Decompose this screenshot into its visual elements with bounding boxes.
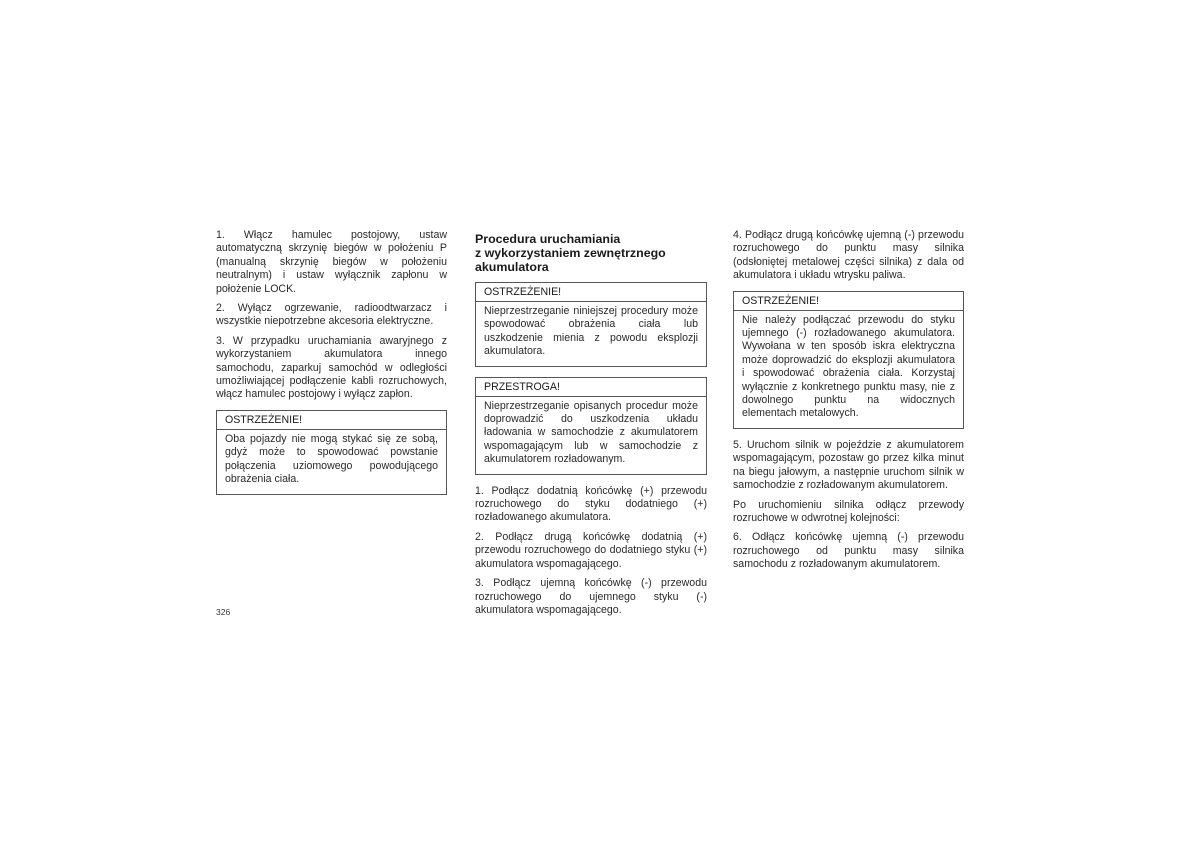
step-2: 2. Wyłącz ogrzewanie, radioodtwarzacz i wszystkie niepotrzebne akcesoria elektryczne. <box>216 302 447 328</box>
column-middle <box>475 229 707 623</box>
connect-step-3: 3. Podłącz ujemną końcówkę (-) przewodu rozruchowego do ujemnego styku (-) akumulatora wspomagającego. <box>475 577 707 616</box>
section-title-line-2: z wykorzystaniem zewnętrznego <box>475 246 666 260</box>
disconnect-intro: Po uruchomieniu silnika odłącz przewody rozruchowe w odwrotnej kolejności: <box>733 498 964 524</box>
warning-box-negative-terminal <box>733 291 964 429</box>
connect-step-2: 2. Podłącz drugą końcówkę dodatnią (+) przewodu rozruchowego do dodatniego styku (+) akumulatora wspomagającego. <box>475 530 707 570</box>
warning-text: Nie należy podłączać przewodu do styku ujemnego (-) rozładowanego akumulatora. Wywołana w ten sposób iskra elektryczna może doprowadzić do eksplozji akumulatora i spowodować obrażenia ciała. Korzystaj wyłącznie z konkretnego punktu masy, nie z dowolnego punktu na widocznych elementach metalowych. <box>742 313 955 420</box>
step-3: 3. W przypadku uruchamiania awaryjnego z wykorzystaniem akumulatora innego samochodu, zaparkuj samochód w odległości umożliwiającej podłączenie kabli rozruchowych, włącz hamulec postojowy i wyłącz zapłon. <box>216 334 447 401</box>
warning-title: OSTRZEŻENIE! <box>476 283 706 302</box>
disconnect-step-6: 6. Odłącz końcówkę ujemną (-) przewodu rozruchowego od punktu masy silnika samochodu z rozładowanym akumulatorem. <box>733 531 964 571</box>
column-right <box>733 229 964 578</box>
warning-text: Oba pojazdy nie mogą stykać się ze sobą, gdyż może to spowodować powstanie połączenia uziomowego powodującego obrażenia ciała. <box>225 432 438 486</box>
connect-step-4: 4. Podłącz drugą końcówkę ujemną (-) przewodu rozruchowego do punktu masy silnika (odsłoniętej metalowej części silnika) z dala od akumulatora i układu wtrysku paliwa. <box>733 229 964 282</box>
caution-title: PRZESTROGA! <box>476 378 706 397</box>
section-title-line-3: akumulatora <box>475 260 549 274</box>
column-left <box>216 229 447 505</box>
warning-box-vehicles-contact <box>216 410 447 495</box>
step-1: 1. Włącz hamulec postojowy, ustaw automatyczną skrzynię biegów w położeniu P (manualną skrzynię biegów w położeniu neutralnym) i ustaw wyłącznik zapłonu w położenie LOCK. <box>216 229 447 295</box>
caution-box-charging <box>475 377 707 475</box>
page-number: 326 <box>216 607 231 617</box>
warning-title: OSTRZEŻENIE! <box>217 411 446 430</box>
warning-box-procedure <box>475 282 707 367</box>
section-title <box>475 232 707 274</box>
warning-title: OSTRZEŻENIE! <box>734 292 963 311</box>
section-title-line-1: Procedura uruchamiania <box>475 232 621 246</box>
warning-text: Nieprzestrzeganie niniejszej procedury może spowodować obrażenia ciała lub uszkodzenie mienia z powodu eksplozji akumulatora. <box>484 305 698 358</box>
caution-text: Nieprzestrzeganie opisanych procedur może doprowadzić do uszkodzenia układu ładowania w samochodzie z akumulatorem wspomagającym lub w samochodzie z akumulatorem rozładowanym. <box>484 399 698 466</box>
connect-step-1: 1. Podłącz dodatnią końcówkę (+) przewodu rozruchowego do styku dodatniego (+) rozładowanego akumulatora. <box>475 484 707 524</box>
start-step-5: 5. Uruchom silnik w pojeździe z akumulatorem wspomagającym, pozostaw go przez kilka minut na biegu jałowym, a następnie uruchom silnik w samochodzie z rozładowanym akumulatorem. <box>733 438 964 492</box>
